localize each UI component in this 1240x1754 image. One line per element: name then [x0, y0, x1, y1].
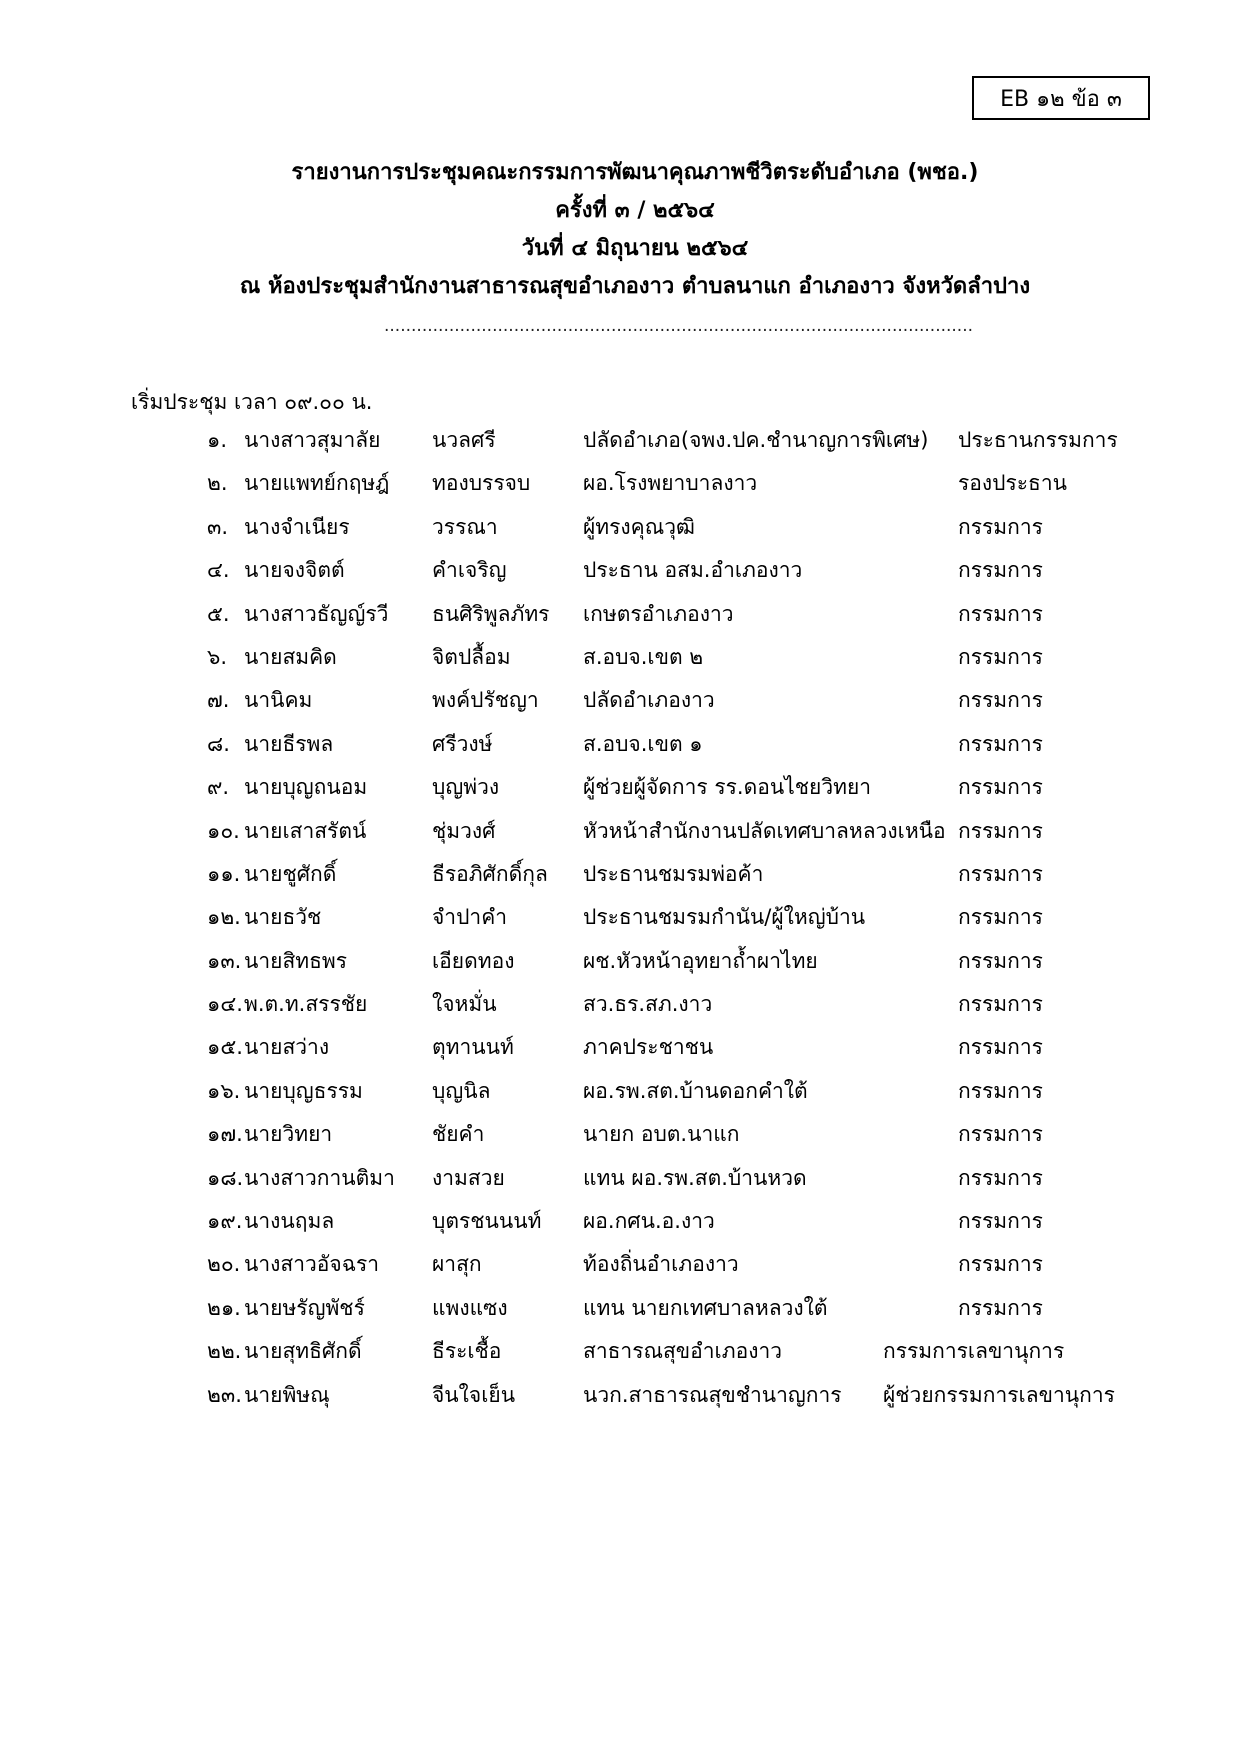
- attendee-position: ปลัดอำเภอ(จพง.ปค.ชำนาญการพิเศษ): [583, 428, 929, 452]
- attendee-last-name: บุตรชนนนท์: [432, 1209, 542, 1234]
- meeting-location: ณ ห้องประชุมสำนักงานสาธารณสุขอำเภองาว ตำบลนาแก อำเภองาว จังหวัดลำปาง: [239, 274, 1031, 299]
- attendee-position: ผู้ช่วยผู้จัดการ รร.ดอนไชยวิทยา: [583, 775, 872, 800]
- attendee-number: ๑๗.: [207, 1122, 243, 1147]
- attendee-position: ส.อบจ.เขต ๒: [583, 644, 704, 669]
- attendee-number: ๙.: [207, 775, 230, 800]
- attendee-list: [0, 420, 1240, 1418]
- attendee-last-name: ชัยคำ: [432, 1122, 485, 1147]
- attendee-position: ภาคประชาชน: [583, 1035, 714, 1060]
- attendee-last-name: แพงแซง: [432, 1295, 508, 1320]
- attendee-committee-role: กรรมการ: [958, 1252, 1043, 1277]
- attendee-position: เกษตรอำเภองาว: [583, 601, 734, 626]
- attendee-number: ๑๖.: [207, 1078, 241, 1103]
- attendee-first-name: นายชูศักดิ์: [244, 861, 337, 886]
- attendee-number: ๑๙.: [207, 1209, 243, 1234]
- attendee-position: ผอ.รพ.สต.บ้านดอกคำใต้: [583, 1078, 808, 1103]
- attendee-position: ประธานชมรมกำนัน/ผู้ใหญ่บ้าน: [583, 905, 866, 930]
- attendee-position: ประธานชมรมพ่อค้า: [583, 861, 764, 886]
- attendee-position: ท้องถิ่นอำเภองาว: [583, 1252, 739, 1277]
- attendee-number: ๒๐.: [207, 1252, 241, 1277]
- attendee-row: [0, 1027, 1240, 1070]
- attendee-committee-role: กรรมการ: [958, 905, 1043, 930]
- attendee-position: ส.อบจ.เขต ๑: [583, 731, 703, 756]
- attendee-row: [0, 1114, 1240, 1157]
- attendee-position: แทน ผอ.รพ.สต.บ้านหวด: [583, 1165, 807, 1190]
- report-title-block: [0, 154, 1240, 306]
- attendee-position: ปลัดอำเภองาว: [583, 688, 715, 713]
- attendee-last-name: ธีรอภิศักดิ์กุล: [432, 861, 548, 886]
- attendee-last-name: นวลศรี: [432, 428, 496, 452]
- attendee-last-name: เอียดทอง: [432, 948, 515, 973]
- attendee-number: ๑๔.: [207, 992, 243, 1017]
- attendee-committee-role: กรรมการ: [958, 1122, 1043, 1147]
- attendee-committee-role: กรรมการ: [958, 992, 1043, 1017]
- attendee-last-name: พงค์ปรัชญา: [432, 688, 539, 713]
- attendee-last-name: ธนศิริพูลภัทร: [432, 601, 550, 626]
- document-reference-tag: EB ๑๒ ข้อ ๓: [972, 76, 1150, 120]
- attendee-number: ๒๓.: [207, 1382, 242, 1407]
- meeting-number: ครั้งที่ ๓ / ๒๕๖๔: [555, 198, 715, 223]
- attendee-number: ๑.: [207, 428, 228, 452]
- attendee-first-name: นานิคม: [244, 688, 313, 713]
- attendee-last-name: ทองบรรจบ: [432, 471, 531, 496]
- attendee-number: ๒๒.: [207, 1339, 242, 1364]
- attendee-number: ๒.: [207, 471, 228, 496]
- attendee-position: หัวหน้าสำนักงานปลัดเทศบาลหลวงเหนือ: [583, 818, 946, 843]
- attendee-position: นวก.สาธารณสุขชำนาญการ: [583, 1382, 842, 1407]
- attendee-committee-role: กรรมการ: [958, 861, 1043, 886]
- attendee-number: ๑๐.: [207, 818, 240, 843]
- attendee-last-name: ใจหมั่น: [432, 992, 497, 1017]
- attendee-row: [0, 1244, 1240, 1287]
- attendee-committee-role: กรรมการ: [958, 558, 1043, 583]
- attendee-first-name: นางสาวอัจฉรา: [244, 1252, 380, 1277]
- attendee-last-name: ศรีวงษ์: [432, 731, 493, 756]
- attendee-number: ๔.: [207, 558, 230, 583]
- attendee-last-name: งามสวย: [432, 1165, 505, 1190]
- attendee-first-name: นางนฤมล: [244, 1209, 335, 1234]
- attendee-row: [0, 550, 1240, 593]
- attendee-row: [0, 463, 1240, 506]
- attendee-first-name: นายแพทย์กฤษฎ์: [244, 471, 390, 496]
- attendee-committee-role: กรรมการ: [958, 775, 1043, 800]
- attendee-committee-role: กรรมการ: [958, 1165, 1043, 1190]
- meeting-date: วันที่ ๔ มิถุนายน ๒๕๖๔: [521, 236, 749, 261]
- report-title: รายงานการประชุมคณะกรรมการพัฒนาคุณภาพชีวิตระดับอำเภอ (พชอ.): [291, 160, 979, 185]
- attendee-committee-role: กรรมการ: [958, 948, 1043, 973]
- attendee-first-name: นายษรัญพัชร์: [244, 1295, 365, 1320]
- attendee-committee-role: กรรมการ: [958, 601, 1043, 626]
- attendee-last-name: ชุ่มวงศ์: [432, 818, 496, 843]
- attendee-first-name: นางสาวกานติมา: [244, 1165, 395, 1190]
- attendee-row: [0, 1071, 1240, 1114]
- attendee-last-name: ผาสุก: [432, 1252, 482, 1277]
- attendee-position: สว.ธร.สภ.งาว: [583, 992, 713, 1017]
- attendee-first-name: นางสาวธัญญ์รวี: [244, 601, 389, 626]
- attendee-position: ผช.หัวหน้าอุทยาถ้ำผาไทย: [583, 948, 818, 973]
- attendee-last-name: ธีระเชื้อ: [432, 1339, 502, 1364]
- attendee-last-name: คำเจริญ: [432, 558, 507, 583]
- attendee-last-name: จีนใจเย็น: [432, 1382, 516, 1407]
- attendee-last-name: วรรณา: [432, 514, 498, 539]
- attendee-last-name: จำปาคำ: [432, 905, 508, 930]
- attendee-first-name: นายเสาสรัตน์: [244, 818, 367, 843]
- attendee-first-name: นายธวัช: [244, 905, 322, 930]
- attendee-number: ๑๓.: [207, 948, 242, 973]
- attendee-first-name: นายวิทยา: [244, 1122, 333, 1147]
- attendee-row: [0, 637, 1240, 680]
- attendee-number: ๑๕.: [207, 1035, 243, 1060]
- attendee-first-name: นายบุญธรรม: [244, 1078, 363, 1103]
- attendee-number: ๒๑.: [207, 1295, 241, 1320]
- attendee-last-name: บุญนิล: [432, 1078, 491, 1103]
- attendee-row: [0, 811, 1240, 854]
- attendee-row: [0, 854, 1240, 897]
- attendee-committee-role: กรรมการ: [958, 514, 1043, 539]
- attendee-row: [0, 1375, 1240, 1418]
- meeting-start-time: เริ่มประชุม เวลา ๐๙.๐๐ น.: [131, 390, 373, 414]
- attendee-row: [0, 594, 1240, 637]
- attendee-position: นายก อบต.นาแก: [583, 1122, 740, 1147]
- attendee-row: [0, 941, 1240, 984]
- attendee-committee-role: ประธานกรรมการ: [958, 428, 1118, 452]
- attendee-first-name: นายสิทธพร: [244, 948, 348, 973]
- attendee-first-name: นางสาวสุมาลัย: [244, 428, 381, 452]
- attendee-first-name: นางจำเนียร: [244, 514, 350, 539]
- attendee-row: [0, 1158, 1240, 1201]
- attendee-committee-role: กรรมการ: [958, 731, 1043, 756]
- attendee-number: ๘.: [207, 731, 230, 756]
- attendee-first-name: นายพิษณุ: [244, 1382, 330, 1407]
- attendee-first-name: นายจงจิตต์: [244, 558, 345, 583]
- attendee-row: [0, 897, 1240, 940]
- attendee-number: ๖.: [207, 644, 228, 669]
- attendee-row: [0, 984, 1240, 1027]
- attendee-row: [0, 680, 1240, 723]
- attendee-row: [0, 724, 1240, 767]
- attendee-last-name: บุญพ่วง: [432, 775, 500, 800]
- attendee-last-name: ตุทานนท์: [432, 1035, 514, 1060]
- attendee-number: ๗.: [207, 688, 230, 713]
- attendee-row: [0, 420, 1240, 463]
- attendee-position: แทน นายกเทศบาลหลวงใต้: [583, 1295, 828, 1320]
- attendee-committee-role: กรรมการ: [958, 1209, 1043, 1234]
- attendee-position: ผู้ทรงคุณวุฒิ: [583, 514, 695, 539]
- attendee-first-name: นายสว่าง: [244, 1035, 330, 1060]
- attendee-committee-role: กรรมการ: [958, 688, 1043, 713]
- attendee-first-name: นายธีรพล: [244, 731, 334, 756]
- attendee-row: [0, 767, 1240, 810]
- dotted-separator: .............................................................................................................: [384, 316, 974, 336]
- attendee-committee-role: กรรมการ: [958, 1035, 1043, 1060]
- attendee-committee-role: กรรมการ: [958, 1295, 1043, 1320]
- attendee-number: ๑๑.: [207, 861, 241, 886]
- attendee-first-name: นายบุญถนอม: [244, 775, 368, 800]
- attendee-first-name: นายสุทธิศักดิ์: [244, 1339, 362, 1364]
- attendee-committee-role: กรรมการ: [958, 644, 1043, 669]
- attendee-number: ๑๒.: [207, 905, 241, 930]
- attendee-row: [0, 1201, 1240, 1244]
- attendee-first-name: พ.ต.ท.สรรชัย: [244, 992, 368, 1017]
- attendee-number: ๑๘.: [207, 1165, 244, 1190]
- attendee-committee-role: กรรมการ: [958, 1078, 1043, 1103]
- attendee-position: ผอ.กศน.อ.งาว: [583, 1209, 715, 1234]
- attendee-row: [0, 1288, 1240, 1331]
- attendee-position: ประธาน อสม.อำเภองาว: [583, 558, 803, 583]
- attendee-committee-role: กรรมการเลขานุการ: [883, 1339, 1065, 1364]
- attendee-position: สาธารณสุขอำเภองาว: [583, 1339, 783, 1364]
- attendee-row: [0, 1331, 1240, 1374]
- attendee-committee-role: กรรมการ: [958, 818, 1043, 843]
- attendee-number: ๓.: [207, 514, 229, 539]
- attendee-last-name: จิตปลื้อม: [432, 644, 511, 669]
- attendee-position: ผอ.โรงพยาบาลงาว: [583, 471, 758, 496]
- attendee-number: ๕.: [207, 601, 230, 626]
- attendee-committee-role: รองประธาน: [958, 471, 1067, 496]
- attendee-first-name: นายสมคิด: [244, 644, 337, 669]
- attendee-row: [0, 507, 1240, 550]
- attendee-committee-role: ผู้ช่วยกรรมการเลขานุการ: [883, 1382, 1115, 1407]
